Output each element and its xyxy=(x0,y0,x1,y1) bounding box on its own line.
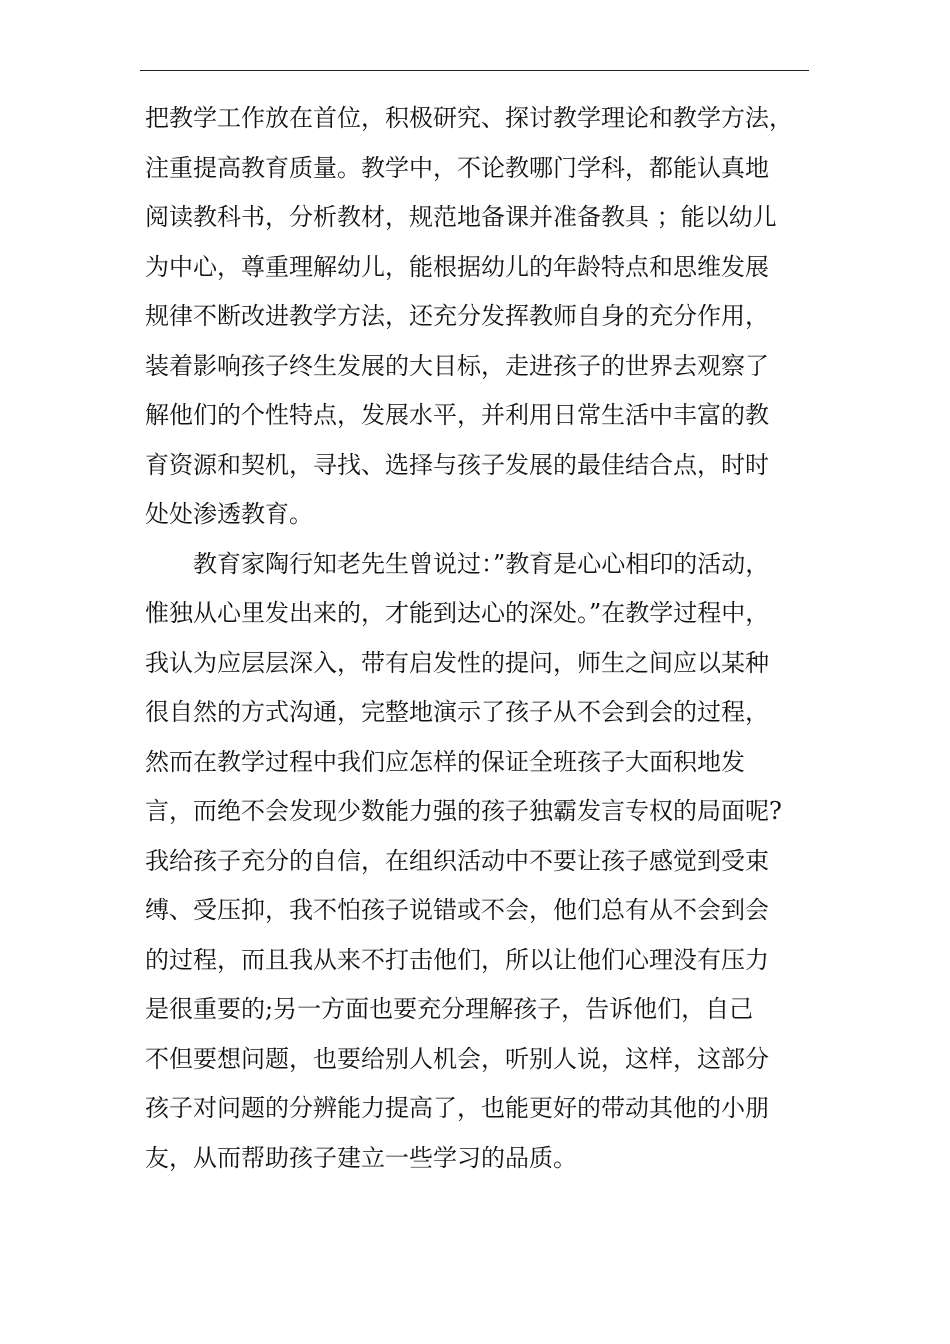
text-line: 惟独从心里发出来的，才能到达心的深处。”在教学过程中， xyxy=(145,599,770,627)
text-line: 很自然的方式沟通，完整地演示了孩子从不会到会的过程， xyxy=(145,698,769,726)
text-line: 装着影响孩子终生发展的大目标，走进孩子的世界去观察了 xyxy=(145,351,769,380)
text-line: 的过程，而且我从来不打击他们，所以让他们心理没有压力 xyxy=(145,945,769,974)
text-line: 育资源和契机，寻找、选择与孩子发展的最佳结合点，时时 xyxy=(145,450,769,479)
header-rule xyxy=(140,70,809,71)
text-line: 把教学工作放在首位，积极研究、探讨教学理论和教学方法， xyxy=(145,104,793,132)
text-line: 缚、受压抑，我不怕孩子说错或不会，他们总有从不会到会 xyxy=(145,896,769,924)
text-line: 我认为应层层深入，带有启发性的提问，师生之间应以某种 xyxy=(145,648,769,677)
text-line: 不但要想问题，也要给别人机会，听别人说，这样，这部分 xyxy=(145,1044,769,1073)
text-line: 友，从而帮助孩子建立一些学习的品质。 xyxy=(145,1143,577,1172)
text-line: 处处渗透教育。 xyxy=(145,500,313,528)
text-line: 阅读教科书，分析教材，规范地备课并准备教具 ；能以幼儿 xyxy=(145,203,777,231)
body-text xyxy=(145,94,825,1183)
text-line: 注重提高教育质量。教学中，不论教哪门学科，都能认真地 xyxy=(145,153,769,182)
text-line-first: 教育家陶行知老先生曾说过：”教育是心心相印的活动， xyxy=(193,549,770,578)
text-line: 为中心，尊重理解幼儿，能根据幼儿的年龄特点和思维发展 xyxy=(145,252,769,281)
text-line: 规律不断改进教学方法，还充分发挥教师自身的充分作用， xyxy=(145,302,769,330)
text-line: 孩子对问题的分辨能力提高了，也能更好的带动其他的小朋 xyxy=(145,1094,769,1122)
text-line: 是很重要的;另一方面也要充分理解孩子，告诉他们，自己 xyxy=(145,995,754,1023)
text-line: 解他们的个性特点，发展水平，并利用日常生活中丰富的教 xyxy=(145,401,769,429)
text-line: 我给孩子充分的自信，在组织活动中不要让孩子感觉到受束 xyxy=(145,846,769,875)
text-line: 然而在教学过程中我们应怎样的保证全班孩子大面积地发 xyxy=(145,747,745,776)
text-line: 言，而绝不会发现少数能力强的孩子独霸发言专权的局面呢? xyxy=(145,797,782,825)
